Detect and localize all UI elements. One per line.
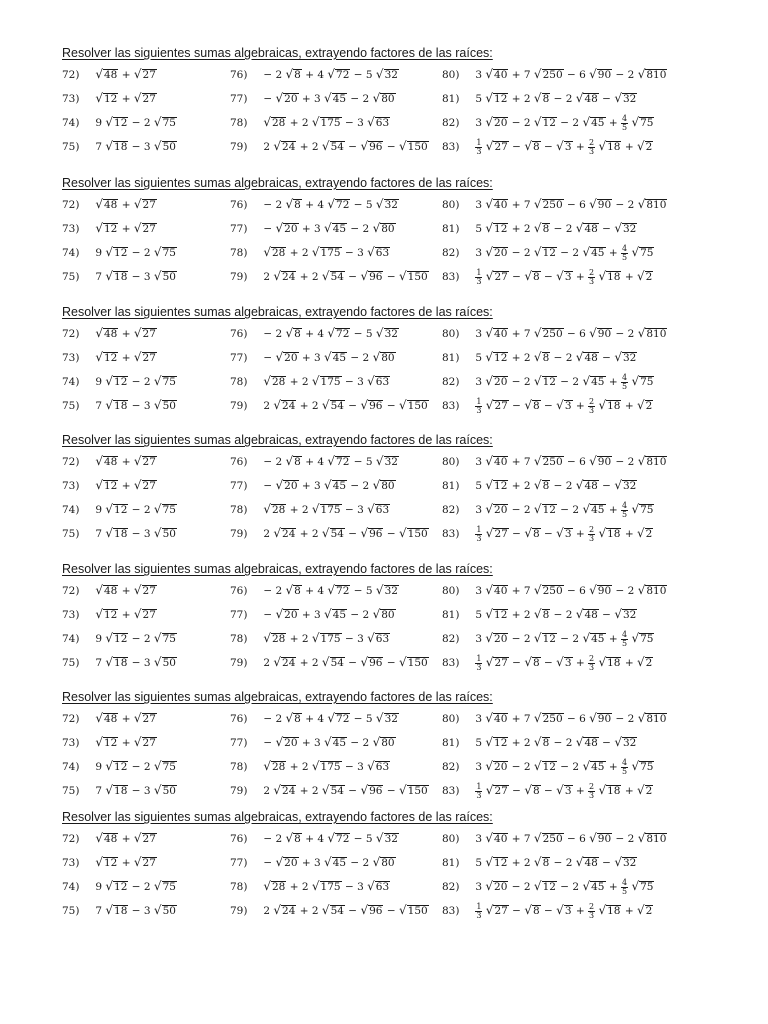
exercise-81: 81) 5 √12 + 2 √8 − 2 √48 − √32 bbox=[442, 350, 637, 364]
block-heading: Resolver las siguientes sumas algebraicas, extrayendo factores de las raíces: bbox=[62, 810, 493, 824]
block-heading: Resolver las siguientes sumas algebraicas, extrayendo factores de las raíces: bbox=[62, 433, 493, 447]
exercise-81: 81) 5 √12 + 2 √8 − 2 √48 − √32 bbox=[442, 91, 637, 105]
exercise-73: 73) √12 + √27 bbox=[62, 607, 156, 621]
exercise-82: 82) 3 √20 − 2 √12 − 2 √45 + $\frac{4}{5}$ √75 bbox=[442, 877, 654, 896]
exercise-79: 79) 2 √24 + 2 √54 − √96 − √150 bbox=[230, 903, 428, 917]
exercise-81: 81) 5 √12 + 2 √8 − 2 √48 − √32 bbox=[442, 607, 637, 621]
exercise-81: 81) 5 √12 + 2 √8 − 2 √48 − √32 bbox=[442, 735, 637, 749]
exercise-75: 75) 7 √18 − 3 √50 bbox=[62, 269, 176, 283]
exercise-83: 83) $\frac{1}{3}$ √27 − √8 − √3 + $\frac{2}{3}$ √18 + √2 bbox=[442, 653, 653, 672]
exercise-80: 80) 3 √40 + 7 √250 − 6 √90 − 2 √810 bbox=[442, 197, 667, 211]
exercise-80: 80) 3 √40 + 7 √250 − 6 √90 − 2 √810 bbox=[442, 454, 667, 468]
exercise-77: 77) − √20 + 3 √45 − 2 √80 bbox=[230, 735, 395, 749]
block-heading: Resolver las siguientes sumas algebraicas, extrayendo factores de las raíces: bbox=[62, 176, 493, 190]
exercise-74: 74) 9 √12 − 2 √75 bbox=[62, 502, 176, 516]
exercise-83: 83) $\frac{1}{3}$ √27 − √8 − √3 + $\frac{2}{3}$ √18 + √2 bbox=[442, 267, 653, 286]
exercise-78: 78) √28 + 2 √175 − 3 √63 bbox=[230, 245, 390, 259]
exercise-83: 83) $\frac{1}{3}$ √27 − √8 − √3 + $\frac{2}{3}$ √18 + √2 bbox=[442, 137, 653, 156]
exercise-78: 78) √28 + 2 √175 − 3 √63 bbox=[230, 879, 390, 893]
exercise-82: 82) 3 √20 − 2 √12 − 2 √45 + $\frac{4}{5}$ √75 bbox=[442, 500, 654, 519]
exercise-82: 82) 3 √20 − 2 √12 − 2 √45 + $\frac{4}{5}$ √75 bbox=[442, 243, 654, 262]
block-heading: Resolver las siguientes sumas algebraicas, extrayendo factores de las raíces: bbox=[62, 305, 493, 319]
exercise-74: 74) 9 √12 − 2 √75 bbox=[62, 374, 176, 388]
exercise-76: 76) − 2 √8 + 4 √72 − 5 √32 bbox=[230, 67, 398, 81]
block-heading: Resolver las siguientes sumas algebraicas, extrayendo factores de las raíces: bbox=[62, 562, 493, 576]
exercise-73: 73) √12 + √27 bbox=[62, 91, 156, 105]
exercise-75: 75) 7 √18 − 3 √50 bbox=[62, 398, 176, 412]
exercise-81: 81) 5 √12 + 2 √8 − 2 √48 − √32 bbox=[442, 221, 637, 235]
exercise-73: 73) √12 + √27 bbox=[62, 221, 156, 235]
exercise-81: 81) 5 √12 + 2 √8 − 2 √48 − √32 bbox=[442, 855, 637, 869]
exercise-77: 77) − √20 + 3 √45 − 2 √80 bbox=[230, 607, 395, 621]
exercise-block-4 bbox=[62, 433, 682, 543]
exercise-block-6 bbox=[62, 690, 682, 800]
exercise-83: 83) $\frac{1}{3}$ √27 − √8 − √3 + $\frac{2}{3}$ √18 + √2 bbox=[442, 901, 653, 920]
exercise-block-5 bbox=[62, 562, 682, 672]
exercise-77: 77) − √20 + 3 √45 − 2 √80 bbox=[230, 221, 395, 235]
exercise-78: 78) √28 + 2 √175 − 3 √63 bbox=[230, 115, 390, 129]
exercise-82: 82) 3 √20 − 2 √12 − 2 √45 + $\frac{4}{5}$ √75 bbox=[442, 757, 654, 776]
exercise-76: 76) − 2 √8 + 4 √72 − 5 √32 bbox=[230, 711, 398, 725]
exercise-72: 72) √48 + √27 bbox=[62, 197, 156, 211]
exercise-block-2 bbox=[62, 176, 682, 286]
exercise-79: 79) 2 √24 + 2 √54 − √96 − √150 bbox=[230, 398, 428, 412]
exercise-75: 75) 7 √18 − 3 √50 bbox=[62, 783, 176, 797]
exercise-73: 73) √12 + √27 bbox=[62, 350, 156, 364]
exercise-73: 73) √12 + √27 bbox=[62, 855, 156, 869]
exercise-76: 76) − 2 √8 + 4 √72 − 5 √32 bbox=[230, 197, 398, 211]
exercise-78: 78) √28 + 2 √175 − 3 √63 bbox=[230, 631, 390, 645]
exercise-76: 76) − 2 √8 + 4 √72 − 5 √32 bbox=[230, 454, 398, 468]
exercise-78: 78) √28 + 2 √175 − 3 √63 bbox=[230, 759, 390, 773]
exercise-72: 72) √48 + √27 bbox=[62, 454, 156, 468]
exercise-76: 76) − 2 √8 + 4 √72 − 5 √32 bbox=[230, 831, 398, 845]
exercise-79: 79) 2 √24 + 2 √54 − √96 − √150 bbox=[230, 269, 428, 283]
exercise-74: 74) 9 √12 − 2 √75 bbox=[62, 631, 176, 645]
exercise-82: 82) 3 √20 − 2 √12 − 2 √45 + $\frac{4}{5}$ √75 bbox=[442, 113, 654, 132]
exercise-79: 79) 2 √24 + 2 √54 − √96 − √150 bbox=[230, 526, 428, 540]
exercise-78: 78) √28 + 2 √175 − 3 √63 bbox=[230, 502, 390, 516]
exercise-74: 74) 9 √12 − 2 √75 bbox=[62, 759, 176, 773]
exercise-block-7 bbox=[62, 810, 682, 920]
exercise-block-1 bbox=[62, 46, 682, 156]
exercise-83: 83) $\frac{1}{3}$ √27 − √8 − √3 + $\frac{2}{3}$ √18 + √2 bbox=[442, 781, 653, 800]
exercise-74: 74) 9 √12 − 2 √75 bbox=[62, 245, 176, 259]
exercise-78: 78) √28 + 2 √175 − 3 √63 bbox=[230, 374, 390, 388]
exercise-80: 80) 3 √40 + 7 √250 − 6 √90 − 2 √810 bbox=[442, 583, 667, 597]
exercise-80: 80) 3 √40 + 7 √250 − 6 √90 − 2 √810 bbox=[442, 326, 667, 340]
exercise-75: 75) 7 √18 − 3 √50 bbox=[62, 903, 176, 917]
exercise-77: 77) − √20 + 3 √45 − 2 √80 bbox=[230, 91, 395, 105]
exercise-81: 81) 5 √12 + 2 √8 − 2 √48 − √32 bbox=[442, 478, 637, 492]
exercise-83: 83) $\frac{1}{3}$ √27 − √8 − √3 + $\frac{2}{3}$ √18 + √2 bbox=[442, 396, 653, 415]
exercise-79: 79) 2 √24 + 2 √54 − √96 − √150 bbox=[230, 783, 428, 797]
exercise-80: 80) 3 √40 + 7 √250 − 6 √90 − 2 √810 bbox=[442, 831, 667, 845]
block-heading: Resolver las siguientes sumas algebraicas, extrayendo factores de las raíces: bbox=[62, 46, 493, 60]
exercise-79: 79) 2 √24 + 2 √54 − √96 − √150 bbox=[230, 139, 428, 153]
exercise-73: 73) √12 + √27 bbox=[62, 478, 156, 492]
exercise-75: 75) 7 √18 − 3 √50 bbox=[62, 139, 176, 153]
exercise-74: 74) 9 √12 − 2 √75 bbox=[62, 115, 176, 129]
exercise-block-3 bbox=[62, 305, 682, 415]
exercise-73: 73) √12 + √27 bbox=[62, 735, 156, 749]
exercise-72: 72) √48 + √27 bbox=[62, 831, 156, 845]
exercise-77: 77) − √20 + 3 √45 − 2 √80 bbox=[230, 478, 395, 492]
exercise-77: 77) − √20 + 3 √45 − 2 √80 bbox=[230, 350, 395, 364]
block-heading: Resolver las siguientes sumas algebraicas, extrayendo factores de las raíces: bbox=[62, 690, 493, 704]
exercise-76: 76) − 2 √8 + 4 √72 − 5 √32 bbox=[230, 583, 398, 597]
exercise-79: 79) 2 √24 + 2 √54 − √96 − √150 bbox=[230, 655, 428, 669]
exercise-72: 72) √48 + √27 bbox=[62, 326, 156, 340]
exercise-80: 80) 3 √40 + 7 √250 − 6 √90 − 2 √810 bbox=[442, 67, 667, 81]
exercise-75: 75) 7 √18 − 3 √50 bbox=[62, 526, 176, 540]
exercise-82: 82) 3 √20 − 2 √12 − 2 √45 + $\frac{4}{5}$ √75 bbox=[442, 372, 654, 391]
exercise-74: 74) 9 √12 − 2 √75 bbox=[62, 879, 176, 893]
exercise-72: 72) √48 + √27 bbox=[62, 711, 156, 725]
exercise-82: 82) 3 √20 − 2 √12 − 2 √45 + $\frac{4}{5}$ √75 bbox=[442, 629, 654, 648]
exercise-77: 77) − √20 + 3 √45 − 2 √80 bbox=[230, 855, 395, 869]
exercise-80: 80) 3 √40 + 7 √250 − 6 √90 − 2 √810 bbox=[442, 711, 667, 725]
exercise-76: 76) − 2 √8 + 4 √72 − 5 √32 bbox=[230, 326, 398, 340]
exercise-75: 75) 7 √18 − 3 √50 bbox=[62, 655, 176, 669]
exercise-83: 83) $\frac{1}{3}$ √27 − √8 − √3 + $\frac{2}{3}$ √18 + √2 bbox=[442, 524, 653, 543]
exercise-72: 72) √48 + √27 bbox=[62, 67, 156, 81]
exercise-72: 72) √48 + √27 bbox=[62, 583, 156, 597]
